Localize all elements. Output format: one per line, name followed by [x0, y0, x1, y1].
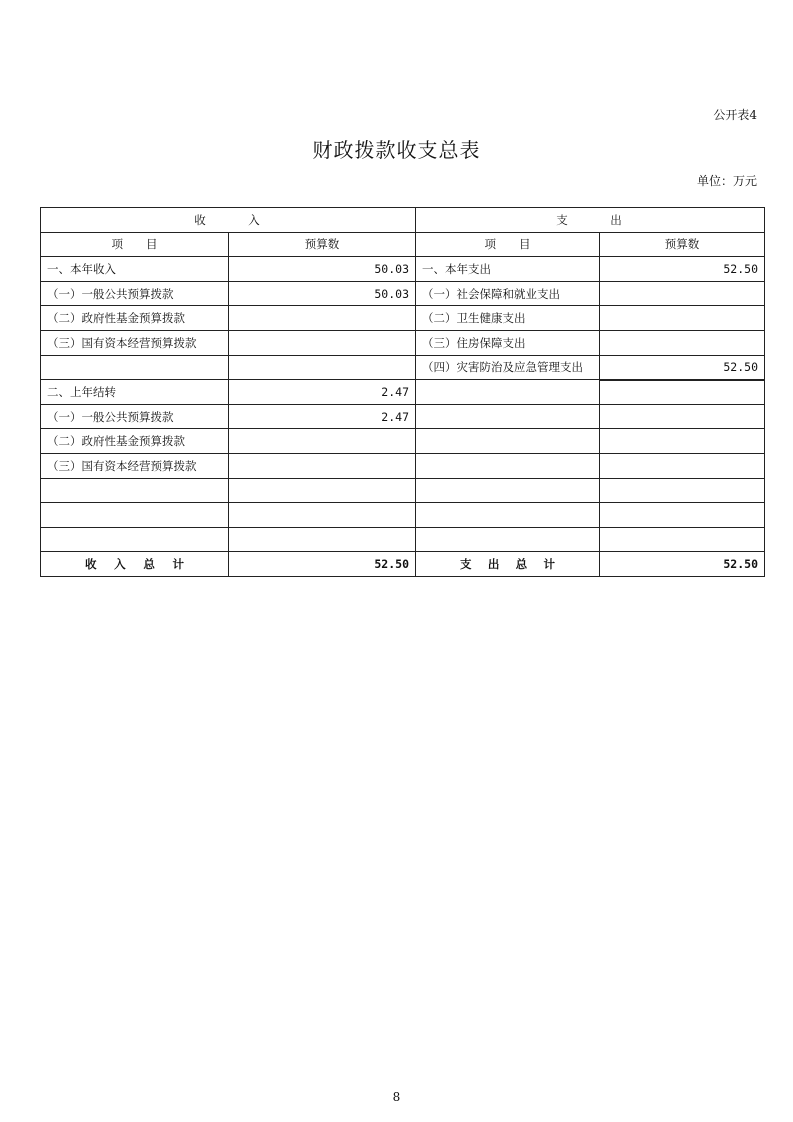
table-row	[41, 330, 765, 355]
expense-item	[416, 478, 600, 503]
income-section-header: 收 入	[41, 208, 416, 233]
expense-value	[600, 281, 765, 306]
income-total-label	[41, 552, 229, 577]
expense-value	[600, 380, 765, 405]
expense-total-char: 支	[460, 557, 472, 572]
expense-total-char: 总	[515, 557, 528, 572]
income-value	[229, 503, 416, 528]
expense-total-label	[416, 552, 600, 577]
expense-item	[416, 503, 600, 528]
table-row	[41, 306, 765, 331]
income-value: 2.47	[229, 404, 416, 429]
table-row	[41, 503, 765, 528]
expense-item	[416, 453, 600, 478]
income-budget-column-header: 预算数	[229, 232, 416, 257]
expense-value	[600, 330, 765, 355]
income-item	[41, 355, 229, 380]
income-item-column-header: 项 目	[41, 232, 229, 257]
income-item	[41, 478, 229, 503]
expense-total-value: 52.50	[600, 552, 765, 577]
income-item	[41, 503, 229, 528]
income-value	[229, 478, 416, 503]
table-row	[41, 257, 765, 282]
form-number: 公开表4	[713, 108, 757, 122]
expense-value	[600, 404, 765, 429]
income-value: 50.03	[229, 281, 416, 306]
income-value	[229, 306, 416, 331]
expense-total-char: 计	[543, 557, 555, 572]
income-item: （三）国有资本经营预算拨款	[41, 453, 229, 478]
table-row	[41, 478, 765, 503]
income-total-char: 总	[143, 557, 155, 572]
expense-value: 52.50	[600, 257, 765, 282]
table-row	[41, 355, 765, 380]
income-total-value: 52.50	[229, 552, 416, 577]
expense-item	[416, 404, 600, 429]
income-total-char: 入	[114, 557, 126, 572]
expense-section-header: 支 出	[416, 208, 765, 233]
income-item: （三）国有资本经营预算拨款	[41, 330, 229, 355]
expense-value	[600, 306, 765, 331]
table-row	[41, 281, 765, 306]
income-item: （一）一般公共预算拨款	[41, 404, 229, 429]
income-item: （一）一般公共预算拨款	[41, 281, 229, 306]
expense-value	[600, 478, 765, 503]
income-value	[229, 330, 416, 355]
expense-item: （三）住房保障支出	[416, 330, 600, 355]
income-total-char: 计	[172, 557, 184, 572]
income-value	[229, 429, 416, 454]
income-item: （二）政府性基金预算拨款	[41, 306, 229, 331]
table-row	[41, 453, 765, 478]
expense-item: 一、本年支出	[416, 257, 600, 282]
income-item: 二、上年结转	[41, 380, 229, 405]
table-row	[41, 404, 765, 429]
expense-item	[416, 527, 600, 552]
page-number: 8	[392, 1090, 401, 1104]
expense-value: 52.50	[600, 355, 765, 380]
expense-item-column-header: 项 目	[416, 232, 600, 257]
expense-total-char: 出	[487, 557, 500, 572]
table-column-header-row	[41, 232, 765, 257]
expense-item: （四）灾害防治及应急管理支出	[416, 355, 600, 380]
income-item	[41, 527, 229, 552]
total-row	[41, 552, 765, 577]
expense-value	[600, 503, 765, 528]
income-total-char: 收	[85, 557, 97, 572]
table-row	[41, 429, 765, 454]
expense-item: （二）卫生健康支出	[416, 306, 600, 331]
expense-value	[600, 453, 765, 478]
income-value: 2.47	[229, 380, 416, 405]
finance-summary-table	[40, 207, 765, 577]
income-value	[229, 453, 416, 478]
table-row	[41, 527, 765, 552]
unit-label: 单位：万元	[696, 174, 757, 188]
income-value	[229, 527, 416, 552]
income-value	[229, 355, 416, 380]
income-item: （二）政府性基金预算拨款	[41, 429, 229, 454]
expense-item	[416, 380, 600, 405]
expense-value	[600, 429, 765, 454]
expense-item	[416, 429, 600, 454]
table-section-header-row	[41, 208, 765, 233]
expense-item: （一）社会保障和就业支出	[416, 281, 600, 306]
page-title: 财政拨款收支总表	[312, 138, 481, 162]
income-item: 一、本年收入	[41, 257, 229, 282]
expense-value	[600, 527, 765, 552]
expense-budget-column-header: 预算数	[600, 232, 765, 257]
income-value: 50.03	[229, 257, 416, 282]
table-row	[41, 380, 765, 405]
